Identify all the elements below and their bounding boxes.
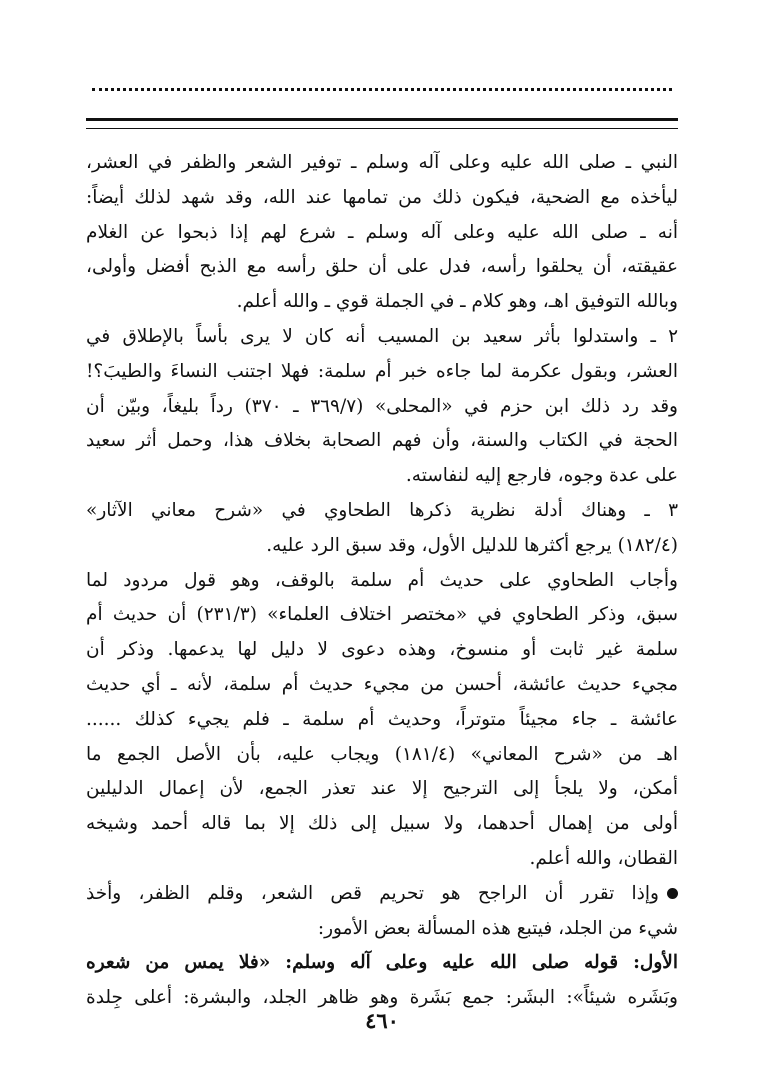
bullet-text: وإذا تقرر أن الراجح هو تحريم قص الشعر، وقلم الظفر، وأخذ <box>86 882 659 904</box>
bullet-line <box>86 877 678 912</box>
text-line: سلمة غير ثابت أو منسوخ، وهذه دعوى لا دليل لها يدعمها. وذكر أن <box>86 639 678 661</box>
text-line: على عدة وجوه، فارجع إليه لنفاسته. <box>405 465 678 487</box>
header-rule-thick <box>86 118 678 121</box>
text-line: اهـ من «شرح المعاني» (١٨١/٤) ويجاب عليه، بأن الأصل الجمع ما <box>86 743 678 765</box>
text-line: ٢ ـ واستدلوا بأثر سعيد بن المسيب أنه كان لا يرى بأساً بالإطلاق في <box>86 325 678 347</box>
text-line: القطان، والله أعلم. <box>529 847 678 869</box>
text-line: مجيء حديث عائشة، أحسن من مجيء حديث أم سلمة، لأنه ـ أي حديث <box>86 673 678 695</box>
text-line: سبق، وذكر الطحاوي في «مختصر اختلاف العلماء» (٢٣١/٣) أن حديث أم <box>86 604 678 626</box>
page-number: ٤٦٠ <box>365 1008 399 1033</box>
header-dotted-rule <box>92 88 672 91</box>
text-line: عقيقته، أن يحلقوا رأسه، فدل على أن حلق رأسه مع الذبح أفضل وأولى، <box>86 256 678 278</box>
text-line: وأجاب الطحاوي على حديث أم سلمة بالوقف، وهو قول مردود لما <box>86 569 678 591</box>
text-line: ليأخذه مع الضحية، فيكون ذلك من تمامها عند الله، وقد شهد لذلك أيضاً: <box>86 186 678 208</box>
text-line: وقد رد ذلك ابن حزم في «المحلى» (٣٦٩/٧ ـ ٣٧٠) رداً بليغاً، وبيّن أن <box>86 395 678 417</box>
body-text <box>86 146 678 1016</box>
text-line: النبي ـ صلى الله عليه وعلى آله وسلم ـ توفير الشعر والظفر في العشر، <box>86 152 678 173</box>
header-rule-thin <box>86 128 678 129</box>
text-line: العشر، وبقول عكرمة لما جاءه خبر أم سلمة: فهلا اجتنب النساءَ والطيبَ؟! <box>86 360 678 382</box>
text-line: عائشة ـ جاء مجيئاً متوتراً، وحديث أم سلمة ـ فلم يجيء كذلك ...... <box>86 708 678 730</box>
text-line: الحجة في الكتاب والسنة، وأن فهم الصحابة بخلاف هذا، وحمل أثر سعيد <box>86 430 678 452</box>
text-line: الأول: قوله صلى الله عليه وعلى آله وسلم: «فلا يمس من شعره <box>86 952 678 974</box>
text-line: ٣ ـ وهناك أدلة نظرية ذكرها الطحاوي في «شرح معاني الآثار» <box>86 499 678 521</box>
text-line: وبالله التوفيق اهـ، وهو كلام ـ في الجملة قوي ـ والله أعلم. <box>236 291 678 313</box>
bullet-icon <box>667 888 678 899</box>
text-line: (١٨٢/٤) يرجع أكثرها للدليل الأول، وقد سبق الرد عليه. <box>266 534 678 556</box>
text-line: أمكن، ولا يلجأ إلى الترجيح إلا عند تعذر الجمع، لأن إعمال الدليلين <box>86 778 678 800</box>
text-line: شيء من الجلد، فيتبع هذه المسألة بعض الأمور: <box>317 917 678 939</box>
text-line: أولى من إهمال أحدهما، ولا سبيل إلى ذلك إلا بما قاله أحمد وشيخه <box>86 813 678 835</box>
text-line: وبَشَره شيئاً»: البشَر: جمع بَشَرة وهو ظاهر الجلد، والبشرة: أعلى جِلدة <box>86 987 678 1009</box>
text-line: أنه ـ صلى الله عليه وعلى آله وسلم ـ شرع لهم إذا ذبحوا عن الغلام <box>86 221 678 243</box>
